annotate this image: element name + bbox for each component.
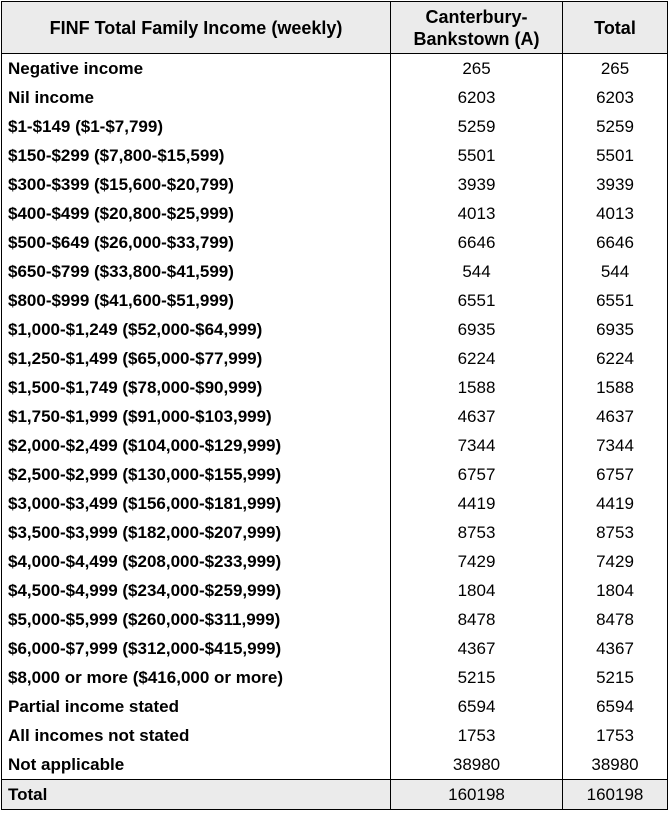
row-label: $1,500-$1,749 ($78,000-$90,999) <box>2 373 391 402</box>
cell-total-value: 5501 <box>563 141 668 170</box>
income-table <box>1 1 668 810</box>
cell-region-value: 6757 <box>391 460 563 489</box>
cell-region-value: 6224 <box>391 344 563 373</box>
cell-total-value: 6551 <box>563 286 668 315</box>
table-row <box>2 518 668 547</box>
cell-region-value: 7429 <box>391 547 563 576</box>
table-row <box>2 170 668 199</box>
cell-region-value: 4367 <box>391 634 563 663</box>
table-row <box>2 141 668 170</box>
row-label: $4,000-$4,499 ($208,000-$233,999) <box>2 547 391 576</box>
column-header-income: FINF Total Family Income (weekly) <box>2 2 391 54</box>
cell-region-value: 265 <box>391 54 563 84</box>
cell-region-value: 3939 <box>391 170 563 199</box>
row-label: $800-$999 ($41,600-$51,999) <box>2 286 391 315</box>
row-label: $2,500-$2,999 ($130,000-$155,999) <box>2 460 391 489</box>
total-total-value: 160198 <box>563 780 668 810</box>
table-row <box>2 576 668 605</box>
cell-total-value: 1588 <box>563 373 668 402</box>
cell-region-value: 6594 <box>391 692 563 721</box>
table-row <box>2 547 668 576</box>
table-row <box>2 460 668 489</box>
total-label: Total <box>2 780 391 810</box>
row-label: $1,750-$1,999 ($91,000-$103,999) <box>2 402 391 431</box>
row-label: $150-$299 ($7,800-$15,599) <box>2 141 391 170</box>
table-row <box>2 373 668 402</box>
table-row <box>2 257 668 286</box>
row-label: $400-$499 ($20,800-$25,999) <box>2 199 391 228</box>
row-label: $3,000-$3,499 ($156,000-$181,999) <box>2 489 391 518</box>
table-row <box>2 692 668 721</box>
table-row <box>2 199 668 228</box>
cell-total-value: 4367 <box>563 634 668 663</box>
cell-region-value: 4637 <box>391 402 563 431</box>
cell-region-value: 544 <box>391 257 563 286</box>
row-label: $1-$149 ($1-$7,799) <box>2 112 391 141</box>
table-row <box>2 315 668 344</box>
cell-total-value: 1753 <box>563 721 668 750</box>
cell-region-value: 1804 <box>391 576 563 605</box>
total-region-value: 160198 <box>391 780 563 810</box>
cell-region-value: 5215 <box>391 663 563 692</box>
cell-total-value: 544 <box>563 257 668 286</box>
cell-region-value: 5259 <box>391 112 563 141</box>
cell-total-value: 7344 <box>563 431 668 460</box>
column-header-region-line1: Canterbury- <box>425 6 528 27</box>
row-label: All incomes not stated <box>2 721 391 750</box>
row-label: $1,250-$1,499 ($65,000-$77,999) <box>2 344 391 373</box>
cell-total-value: 6203 <box>563 83 668 112</box>
cell-total-value: 5215 <box>563 663 668 692</box>
table-row <box>2 489 668 518</box>
cell-region-value: 7344 <box>391 431 563 460</box>
table-row <box>2 402 668 431</box>
column-header-region-line2: Bankstown (A) <box>413 28 540 49</box>
table-row <box>2 54 668 84</box>
row-label: Not applicable <box>2 750 391 780</box>
row-label: $1,000-$1,249 ($52,000-$64,999) <box>2 315 391 344</box>
cell-region-value: 6551 <box>391 286 563 315</box>
cell-region-value: 5501 <box>391 141 563 170</box>
row-label: $500-$649 ($26,000-$33,799) <box>2 228 391 257</box>
row-label: $8,000 or more ($416,000 or more) <box>2 663 391 692</box>
cell-region-value: 1588 <box>391 373 563 402</box>
table-row <box>2 634 668 663</box>
table-row <box>2 286 668 315</box>
cell-total-value: 5259 <box>563 112 668 141</box>
table-row <box>2 112 668 141</box>
cell-total-value: 6935 <box>563 315 668 344</box>
table-row <box>2 344 668 373</box>
cell-total-value: 4013 <box>563 199 668 228</box>
table-header <box>2 2 668 54</box>
cell-total-value: 8478 <box>563 605 668 634</box>
table-row <box>2 750 668 780</box>
row-label: $5,000-$5,999 ($260,000-$311,999) <box>2 605 391 634</box>
cell-region-value: 4419 <box>391 489 563 518</box>
cell-region-value: 6935 <box>391 315 563 344</box>
cell-region-value: 6203 <box>391 83 563 112</box>
cell-region-value: 4013 <box>391 199 563 228</box>
cell-total-value: 6594 <box>563 692 668 721</box>
row-label: $650-$799 ($33,800-$41,599) <box>2 257 391 286</box>
row-label: Negative income <box>2 54 391 84</box>
cell-region-value: 1753 <box>391 721 563 750</box>
cell-total-value: 38980 <box>563 750 668 780</box>
row-label: Partial income stated <box>2 692 391 721</box>
row-label: $2,000-$2,499 ($104,000-$129,999) <box>2 431 391 460</box>
row-label: $4,500-$4,999 ($234,000-$259,999) <box>2 576 391 605</box>
total-row <box>2 780 668 810</box>
cell-region-value: 8478 <box>391 605 563 634</box>
cell-total-value: 4419 <box>563 489 668 518</box>
cell-total-value: 8753 <box>563 518 668 547</box>
column-header-total: Total <box>563 2 668 54</box>
cell-total-value: 7429 <box>563 547 668 576</box>
cell-region-value: 8753 <box>391 518 563 547</box>
cell-total-value: 6757 <box>563 460 668 489</box>
cell-total-value: 265 <box>563 54 668 84</box>
cell-total-value: 6224 <box>563 344 668 373</box>
header-row <box>2 2 668 54</box>
table-row <box>2 431 668 460</box>
table-body <box>2 54 668 810</box>
table-row <box>2 721 668 750</box>
cell-total-value: 4637 <box>563 402 668 431</box>
table-row <box>2 605 668 634</box>
cell-region-value: 38980 <box>391 750 563 780</box>
row-label: $300-$399 ($15,600-$20,799) <box>2 170 391 199</box>
table-row <box>2 228 668 257</box>
row-label: Nil income <box>2 83 391 112</box>
table-row <box>2 83 668 112</box>
row-label: $3,500-$3,999 ($182,000-$207,999) <box>2 518 391 547</box>
column-header-region <box>391 2 563 54</box>
table-row <box>2 663 668 692</box>
cell-region-value: 6646 <box>391 228 563 257</box>
row-label: $6,000-$7,999 ($312,000-$415,999) <box>2 634 391 663</box>
cell-total-value: 3939 <box>563 170 668 199</box>
cell-total-value: 6646 <box>563 228 668 257</box>
cell-total-value: 1804 <box>563 576 668 605</box>
